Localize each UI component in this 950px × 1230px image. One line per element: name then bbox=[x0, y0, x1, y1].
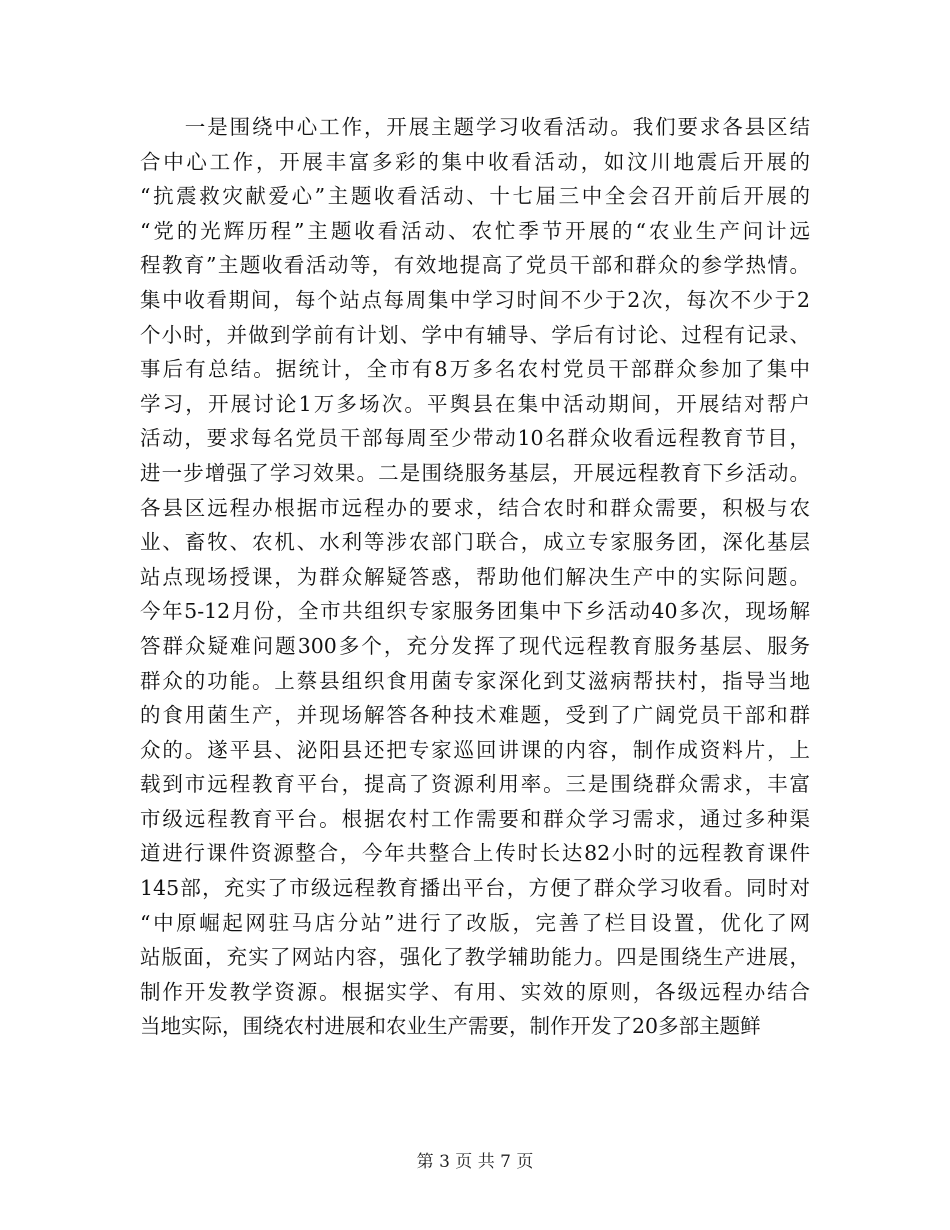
page-number-label: 第 3 页 共 7 页 bbox=[416, 1152, 534, 1172]
text-line: 市级远程教育平台。根据农村工作需要和群众学习需求，通过多种渠 bbox=[140, 806, 810, 831]
text-line: 站点现场授课，为群众解疑答惑，帮助他们解决生产中的实际问题。 bbox=[140, 564, 810, 589]
text-line: 今年5-12月份，全市共组织专家服务团集中下乡活动40多次，现场解 bbox=[140, 599, 810, 624]
text-line: 站版面，充实了网站内容，强化了教学辅助能力。四是围绕生产进展， bbox=[140, 945, 810, 970]
text-line: 答群众疑难问题300多个，充分发挥了现代远程教育服务基层、服务 bbox=[140, 633, 810, 658]
text-line: 145部，充实了市级远程教育播出平台，方便了群众学习收看。同时对 bbox=[140, 876, 810, 901]
text-line: 学习，开展讨论1万多场次。平舆县在集中活动期间，开展结对帮户 bbox=[140, 391, 810, 416]
text-line: “抗震救灾献爱心”主题收看活动、十七届三中全会召开前后开展的 bbox=[140, 184, 810, 209]
text-line: 道进行课件资源整合，今年共整合上传时长达82小时的远程教育课件 bbox=[140, 841, 810, 866]
text-line: 各县区远程办根据市远程办的要求，结合农时和群众需要，积极与农 bbox=[140, 495, 810, 520]
text-line: 一是围绕中心工作，开展主题学习收看活动。我们要求各县区结 bbox=[140, 115, 810, 139]
text-line: 合中心工作，开展丰富多彩的集中收看活动，如汶川地震后开展的 bbox=[140, 149, 810, 174]
text-line: 载到市远程教育平台，提高了资源利用率。三是围绕群众需求，丰富 bbox=[140, 772, 810, 797]
document-body bbox=[140, 110, 810, 1044]
text-line: 活动，要求每名党员干部每周至少带动10名群众收看远程教育节目， bbox=[140, 426, 810, 451]
text-line: 集中收看期间，每个站点每周集中学习时间不少于2次，每次不少于2 bbox=[140, 287, 810, 312]
text-line: 业、畜牧、农机、水利等涉农部门联合，成立专家服务团，深化基层 bbox=[140, 530, 810, 555]
text-line: 进一步增强了学习效果。二是围绕服务基层，开展远程教育下乡活动。 bbox=[140, 460, 810, 485]
text-line: “党的光辉历程”主题收看活动、农忙季节开展的“农业生产问计远 bbox=[140, 218, 810, 243]
text-line: 众的。遂平县、泌阳县还把专家巡回讲课的内容，制作成资料片，上 bbox=[140, 737, 810, 762]
text-line: 群众的功能。上蔡县组织食用菌专家深化到艾滋病帮扶村，指导当地 bbox=[140, 668, 810, 693]
text-line: 程教育”主题收看活动等，有效地提高了党员干部和群众的参学热情。 bbox=[140, 253, 810, 278]
text-line: 制作开发教学资源。根据实学、有用、实效的原则，各级远程办结合 bbox=[140, 979, 810, 1004]
text-line: 的食用菌生产，并现场解答各种技术难题，受到了广阔党员干部和群 bbox=[140, 703, 810, 728]
text-line: 个小时，并做到学前有计划、学中有辅导、学后有讨论、过程有记录、 bbox=[140, 322, 810, 347]
text-line: 当地实际，围绕农村进展和农业生产需要，制作开发了20多部主题鲜 bbox=[140, 1014, 761, 1039]
page-footer bbox=[0, 1147, 950, 1172]
text-line: “中原崛起网驻马店分站”进行了改版，完善了栏目设置，优化了网 bbox=[140, 910, 810, 935]
text-line: 事后有总结。据统计，全市有8万多名农村党员干部群众参加了集中 bbox=[140, 357, 810, 382]
